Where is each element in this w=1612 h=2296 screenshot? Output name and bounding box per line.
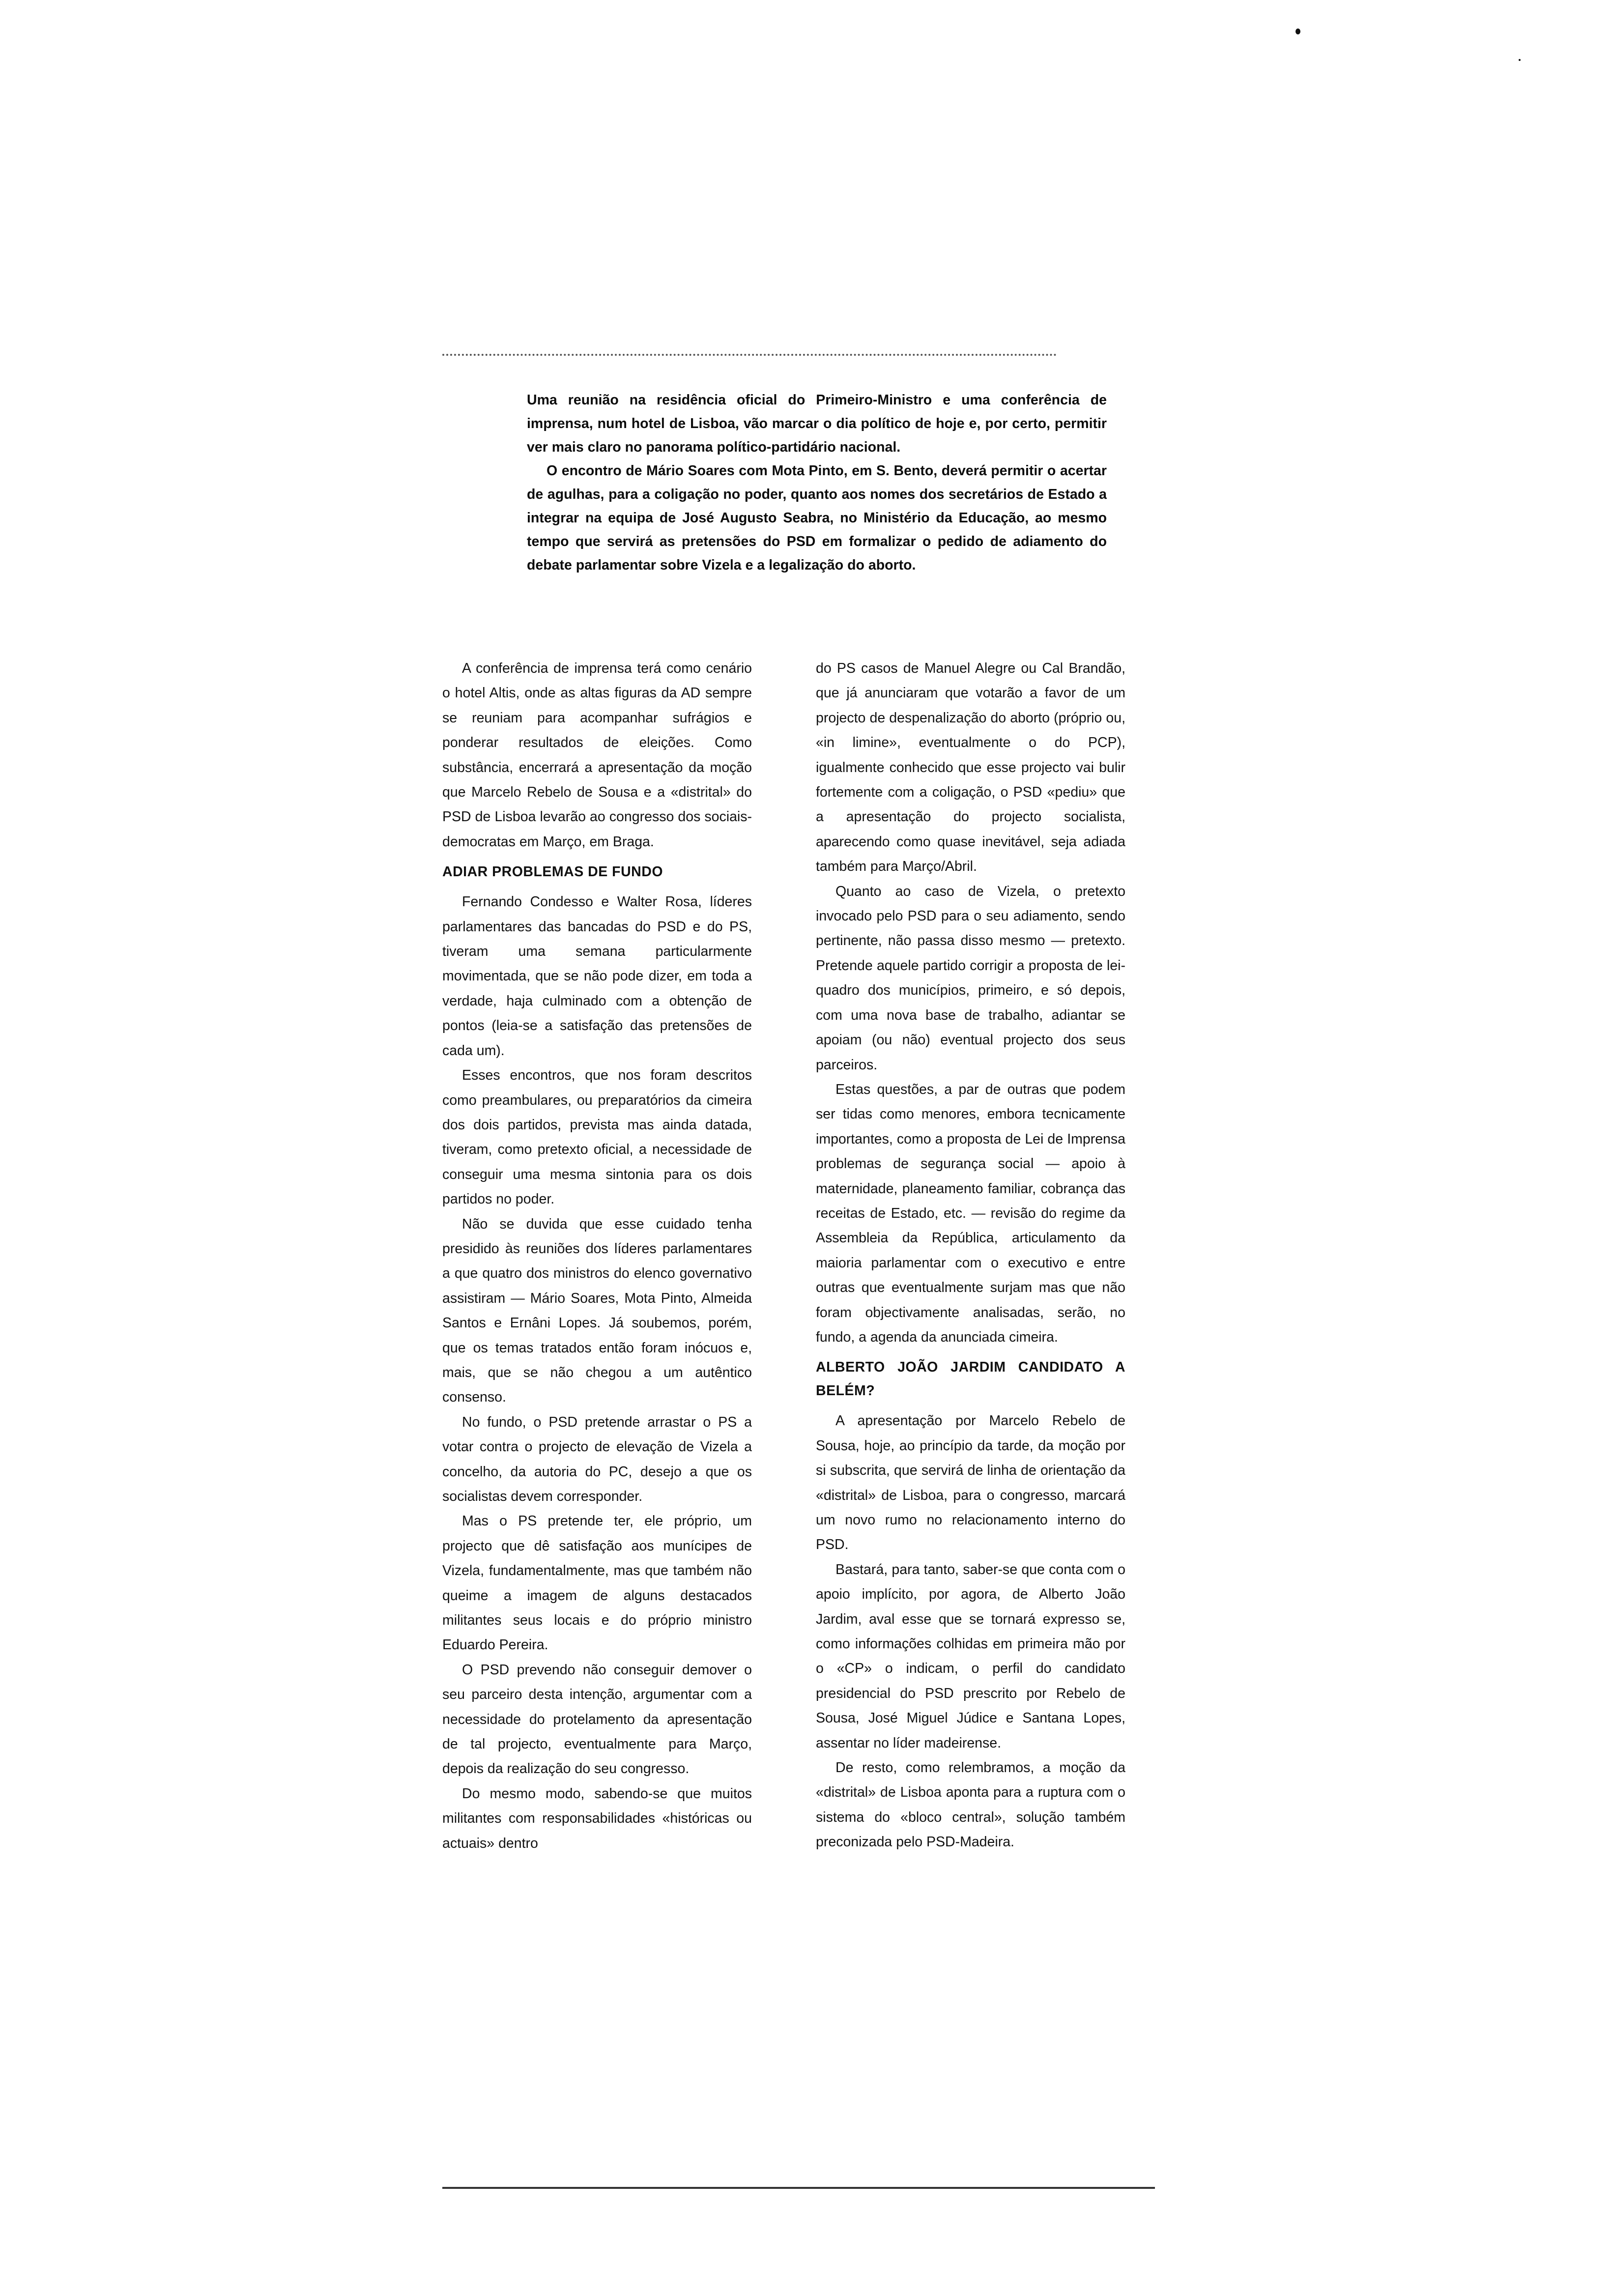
- body-paragraph: No fundo, o PSD pretende arrastar o PS a votar contra o projecto de elevação de Vizela a concelho, da autoria do PC, desejo a que os socialistas devem corresponder.: [442, 1414, 752, 1504]
- body-paragraph: O PSD prevendo não conseguir demover o seu parceiro desta intenção, argumentar com a necessidade do protelamento da apresentação de tal projecto, eventualmente para Março, depois da realização do seu congresso.: [442, 1662, 752, 1777]
- body-paragraph: Bastará, para tanto, saber-se que conta com o apoio implícito, por agora, de Alberto João Jardim, aval esse que se tornará expresso se, como informações colhidas em primeira mão por o «CP» o indicam, o perfil do candidato presidencial do PSD prescrito por Rebelo de Sousa, José Miguel Júdice e Santana Lopes, assentar no líder madeirense.: [816, 1561, 1125, 1751]
- body-paragraph: A apresentação por Marcelo Rebelo de Sousa, hoje, ao princípio da tarde, da moção por si subscrita, que servirá de linha de orientação da «distrital» de Lisboa, para o congresso, marcará um novo rumo no relacionamento interno do PSD.: [816, 1413, 1125, 1553]
- body-paragraph: Fernando Condesso e Walter Rosa, líderes parlamentares das bancadas do PSD e do PS, tiveram uma semana particularmente movimentada, que se não pode dizer, em toda a verdade, haja culminado com a obtenção de pontos (leia-se a satisfação das pretensões de cada um).: [442, 894, 752, 1059]
- section-heading: ADIAR PROBLEMAS DE FUNDO: [442, 864, 663, 880]
- body-paragraph: A conferência de imprensa terá como cenário o hotel Altis, onde as altas figuras da AD sempre se reuniam para acompanhar sufrágios e ponderar resultados de eleições. Como substância, encerrará a apresentação da moção que Marcelo Rebelo de Sousa e a «distrital» do PSD de Lisboa levarão ao congresso dos sociais-democratas em Março, em Braga.: [442, 660, 752, 850]
- body-paragraph: do PS casos de Manuel Alegre ou Cal Brandão, que já anunciaram que votarão a favor de um projecto de despenalização do aborto (próprio ou, «in limine», eventualmente o do PCP), igualmente conhecido que esse projecto vai bulir fortemente com a coligação, o PSD «pediu» que a apresentação do projecto socialista, aparecendo como quase inevitável, seja adiada também para Março/Abril.: [816, 660, 1125, 875]
- clipping-bottom-rule: [442, 2187, 1155, 2189]
- body-paragraph: Esses encontros, que nos foram descritos como preambulares, ou preparatórios da cimeira dos dois partidos, prevista mas ainda datada, tiveram, como pretexto oficial, a necessidade de conseguir uma mesma sintonia para os dois partidos no poder.: [442, 1067, 752, 1207]
- left-column: [442, 656, 752, 1856]
- body-paragraph: Do mesmo modo, sabendo-se que muitos militantes com responsabilidades «históricas ou actuais» dentro: [442, 1785, 752, 1851]
- body-paragraph: Quanto ao caso de Vizela, o pretexto invocado pelo PSD para o seu adiamento, sendo pertinente, não passa disso mesmo — pretexto. Pretende aquele partido corrigir a proposta de lei-quadro dos municípios, primeiro, e só depois, com uma nova base de trabalho, adiantar se apoiam (ou não) eventual projecto dos seus parceiros.: [816, 883, 1125, 1073]
- scan-speck: [1295, 29, 1300, 34]
- lead-paragraph: O encontro de Mário Soares com Mota Pinto, em S. Bento, deverá permitir o acertar de agulhas, para a coligação no poder, quanto aos nomes dos secretários de Estado a integrar na equipa de José Augusto Seabra, no Ministério da Educação, ao mesmo tempo que servirá as pretensões do PSD em formalizar o pedido de adiamento do debate parlamentar sobre Vizela e a legalização do aborto.: [527, 463, 1107, 573]
- lead-paragraph: Uma reunião na residência oficial do Primeiro-Ministro e uma conferência de imprensa, num hotel de Lisboa, vão marcar o dia político de hoje e, por certo, permitir ver mais claro no panorama político-partidário nacional.: [527, 392, 1107, 455]
- clipping-top-edge: [442, 354, 1057, 356]
- body-paragraph: Mas o PS pretende ter, ele próprio, um projecto que dê satisfação aos munícipes de Vizela, fundamentalmente, mas que também não queime a imagem de alguns destacados militantes seus locais e do próprio ministro Eduardo Pereira.: [442, 1513, 752, 1653]
- scan-speck: [1519, 59, 1521, 61]
- body-paragraph: Estas questões, a par de outras que podem ser tidas como menores, embora tecnicamente importantes, como a proposta de Lei de Imprensa problemas de segurança social — apoio à maternidade, planeamento familiar, cobrança das receitas de Estado, etc. — revisão do regime da Assembleia da República, articulamento da maioria parlamentar com o executivo e entre outras que eventualmente surjam mas que não foram objectivamente analisadas, serão, no fundo, a agenda da anunciada cimeira.: [816, 1081, 1125, 1345]
- body-paragraph: Não se duvida que esse cuidado tenha presidido às reuniões dos líderes parlamentares a que quatro dos ministros do elenco governativo assistiram — Mário Soares, Mota Pinto, Almeida Santos e Ernâni Lopes. Já soubemos, porém, que os temas tratados então foram inócuos e, mais, que se não chegou a um autêntico consenso.: [442, 1216, 752, 1406]
- section-heading: ALBERTO JOÃO JARDIM CANDIDATO A BELÉM?: [816, 1359, 1125, 1399]
- newspaper-clipping: [442, 354, 1155, 2192]
- article-lead: [527, 388, 1107, 577]
- right-column: [816, 656, 1125, 1855]
- body-paragraph: De resto, como relembramos, a moção da «distrital» de Lisboa aponta para a ruptura com o sistema do «bloco central», solução também preconizada pelo PSD-Madeira.: [816, 1760, 1125, 1850]
